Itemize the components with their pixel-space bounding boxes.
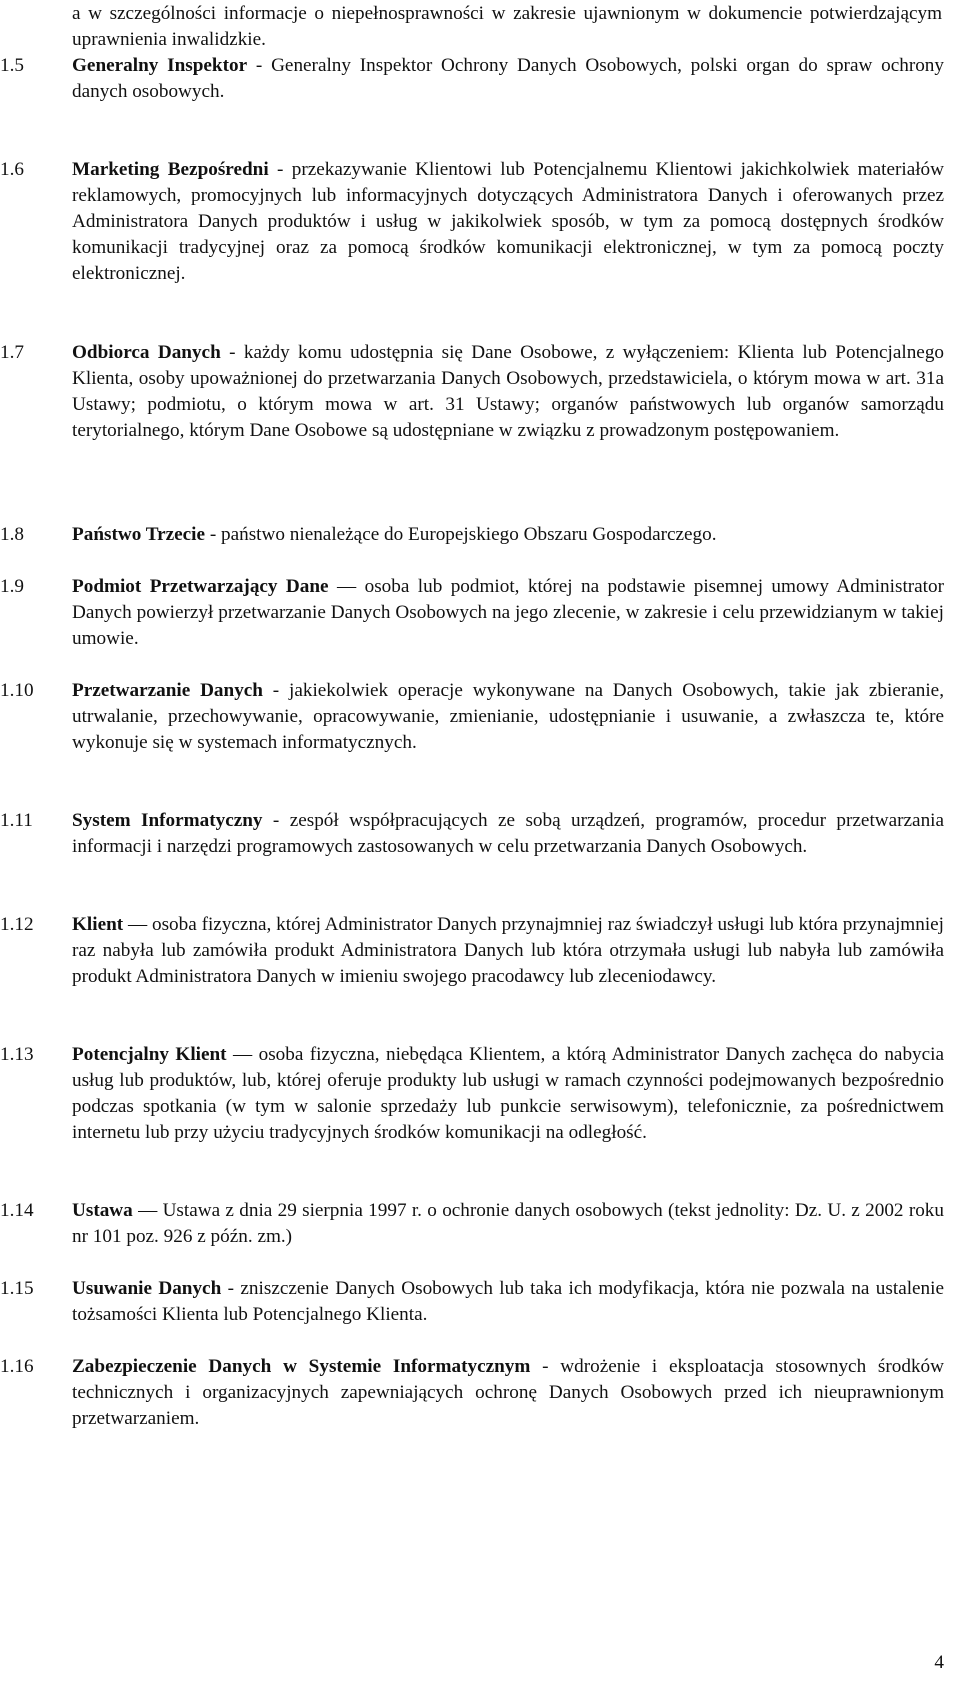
definition-body [72, 1198, 944, 1250]
separator: — [226, 1044, 259, 1065]
definition-text: każdy komu udostępnia się Dane Osobowe, z wyłączeniem: Klienta lub Potencjalnego Klienta, osoby upoważnionej do przetwarzania Danych Osobowych, przedstawiciela, o którym mowa w art. 31a Ustawy; podmiotu, o którym mowa w art. 31 Ustawy; organów państwowych lub organów samorządu terytorialnego, którym Dane Osobowe są udostępniane w związku z prowadzonym postępowaniem. [72, 342, 945, 441]
definition-text: osoba fizyczna, której Administrator Danych przynajmniej raz świadczył usługi lub która przynajmniej raz nabyła lub zamówiła produkt Administratora Danych lub która otrzymała usługi lub nabyła lub zamówiła produkt Administratora Danych w imieniu swojego pracodawcy lub zleceniodawcy. [72, 914, 944, 987]
separator: - [262, 810, 290, 831]
definition-body [72, 340, 944, 444]
item-number: 1.5 [0, 55, 24, 76]
definition-text: zespół współpracujących ze sobą urządzeń, programów, procedur przetwarzania informacji i narzędzi programowych zastosowanych w celu przetwarzania Danych Osobowych. [72, 810, 945, 857]
definition-term: Marketing Bezpośredni [72, 159, 269, 180]
definition-1-6 [0, 157, 944, 287]
definition-text: przekazywanie Klientowi lub Potencjalnemu Klientowi jakichkolwiek materiałów reklamowych, promocyjnych lub informacyjnych dotyczących Administratora Danych i oferowanych przez Administratora Danych produktów i usług w jakikolwiek sposób, w tym za pomocą dostępnych środków komunikacji tradycyjnej oraz za pomocą środków komunikacji elektronicznej, w tym za pomocą poczty elektronicznej. [72, 159, 944, 284]
intro-paragraph: a w szczególności informacje o niepełnosprawności w zakresie ujawnionym w dokumencie potwierdzającym uprawnienia inwalidzkie. [72, 3, 942, 50]
definition-text: jakiekolwiek operacje wykonywane na Danych Osobowych, takie jak zbieranie, utrwalanie, przechowywanie, opracowywanie, zmienianie, udostępnianie i usuwanie, a zwłaszcza te, które wykonuje się w systemach informatycznych. [72, 680, 944, 753]
item-number: 1.11 [0, 810, 33, 831]
definition-text: wdrożenie i eksploatacja stosownych środków technicznych i organizacyjnych zapewniających ochronę Danych Osobowych przed ich nieuprawnionym przetwarzaniem. [72, 1356, 945, 1429]
definition-term: Przetwarzanie Danych [72, 680, 263, 701]
definition-1-13 [0, 1042, 944, 1146]
definition-term: Generalny Inspektor [72, 55, 248, 76]
definition-1-7 [0, 340, 944, 444]
separator: - [220, 342, 244, 363]
definition-text: osoba lub podmiot, której na podstawie pisemnej umowy Administrator Danych powierzył przetwarzanie Danych Osobowych na jego zlecenie, w zakresie i celu przewidzianym w takiej umowie. [72, 576, 944, 649]
separator: - [262, 680, 290, 701]
definition-term: Państwo Trzecie [72, 524, 206, 545]
separator: - [268, 159, 292, 180]
separator: - [247, 55, 272, 76]
definition-1-12 [0, 912, 944, 990]
separator: — [132, 1200, 163, 1221]
definition-term: Klient [72, 914, 124, 935]
definition-body [72, 522, 944, 548]
item-number: 1.6 [0, 159, 24, 180]
definition-body [72, 912, 944, 990]
definition-term: Usuwanie Danych [72, 1278, 222, 1299]
definition-1-9 [0, 574, 944, 652]
item-number: 1.14 [0, 1200, 34, 1221]
definition-body [72, 678, 944, 756]
definition-body [72, 1042, 944, 1146]
definition-term: Podmiot Przetwarzający Dane [72, 576, 329, 597]
separator: - [221, 1278, 241, 1299]
definition-body [72, 157, 944, 287]
definition-term: Odbiorca Danych [72, 342, 221, 363]
definition-body [72, 574, 944, 652]
item-number: 1.10 [0, 680, 34, 701]
page-number: 4 [934, 1652, 944, 1673]
definition-1-14 [0, 1198, 944, 1250]
separator: - [205, 524, 222, 545]
definition-body [72, 1354, 944, 1432]
separator: — [328, 576, 365, 597]
definition-text: Ustawa z dnia 29 sierpnia 1997 r. o ochronie danych osobowych (tekst jednolity: Dz. U. z 2002 roku nr 101 poz. 926 z późn. zm.) [72, 1200, 944, 1247]
definition-1-8 [0, 522, 944, 548]
definition-term: Potencjalny Klient [72, 1044, 227, 1065]
definition-text: zniszczenie Danych Osobowych lub taka ich modyfikacja, która nie pozwala na ustalenie tożsamości Klienta lub Potencjalnego Klienta. [72, 1278, 945, 1325]
separator: - [530, 1356, 561, 1377]
definition-body [72, 53, 944, 105]
definition-text: państwo nienależące do Europejskiego Obszaru Gospodarczego. [221, 524, 717, 545]
definition-text: Generalny Inspektor Ochrony Danych Osobowych, polski organ do spraw ochrony danych osobowych. [72, 55, 944, 102]
item-number: 1.8 [0, 524, 24, 545]
item-number: 1.12 [0, 914, 34, 935]
definition-term: System Informatyczny [72, 810, 263, 831]
definition-1-16 [0, 1354, 944, 1432]
item-number: 1.16 [0, 1356, 34, 1377]
definition-1-5 [0, 53, 944, 105]
item-number: 1.9 [0, 576, 24, 597]
definition-body [72, 808, 944, 860]
definition-text: osoba fizyczna, niebędąca Klientem, a którą Administrator Danych zachęca do nabycia usług lub produktów, lub, której oferuje produkty lub usługi w ramach czynności podejmowanych bezpośrednio podczas spotkania (w tym w salonie sprzedaży lub punkcie serwisowym), telefonicznie, za pośrednictwem internetu lub przy użyciu tradycyjnych środków komunikacji na odległość. [72, 1044, 944, 1143]
definition-term: Zabezpieczenie Danych w Systemie Informatycznym [72, 1356, 531, 1377]
item-number: 1.7 [0, 342, 24, 363]
definition-term: Ustawa [72, 1200, 133, 1221]
item-number: 1.15 [0, 1278, 34, 1299]
definition-1-15 [0, 1276, 944, 1328]
definition-1-10 [0, 678, 944, 756]
definition-body [72, 1276, 944, 1328]
separator: — [123, 914, 152, 935]
item-number: 1.13 [0, 1044, 34, 1065]
definition-1-11 [0, 808, 944, 860]
